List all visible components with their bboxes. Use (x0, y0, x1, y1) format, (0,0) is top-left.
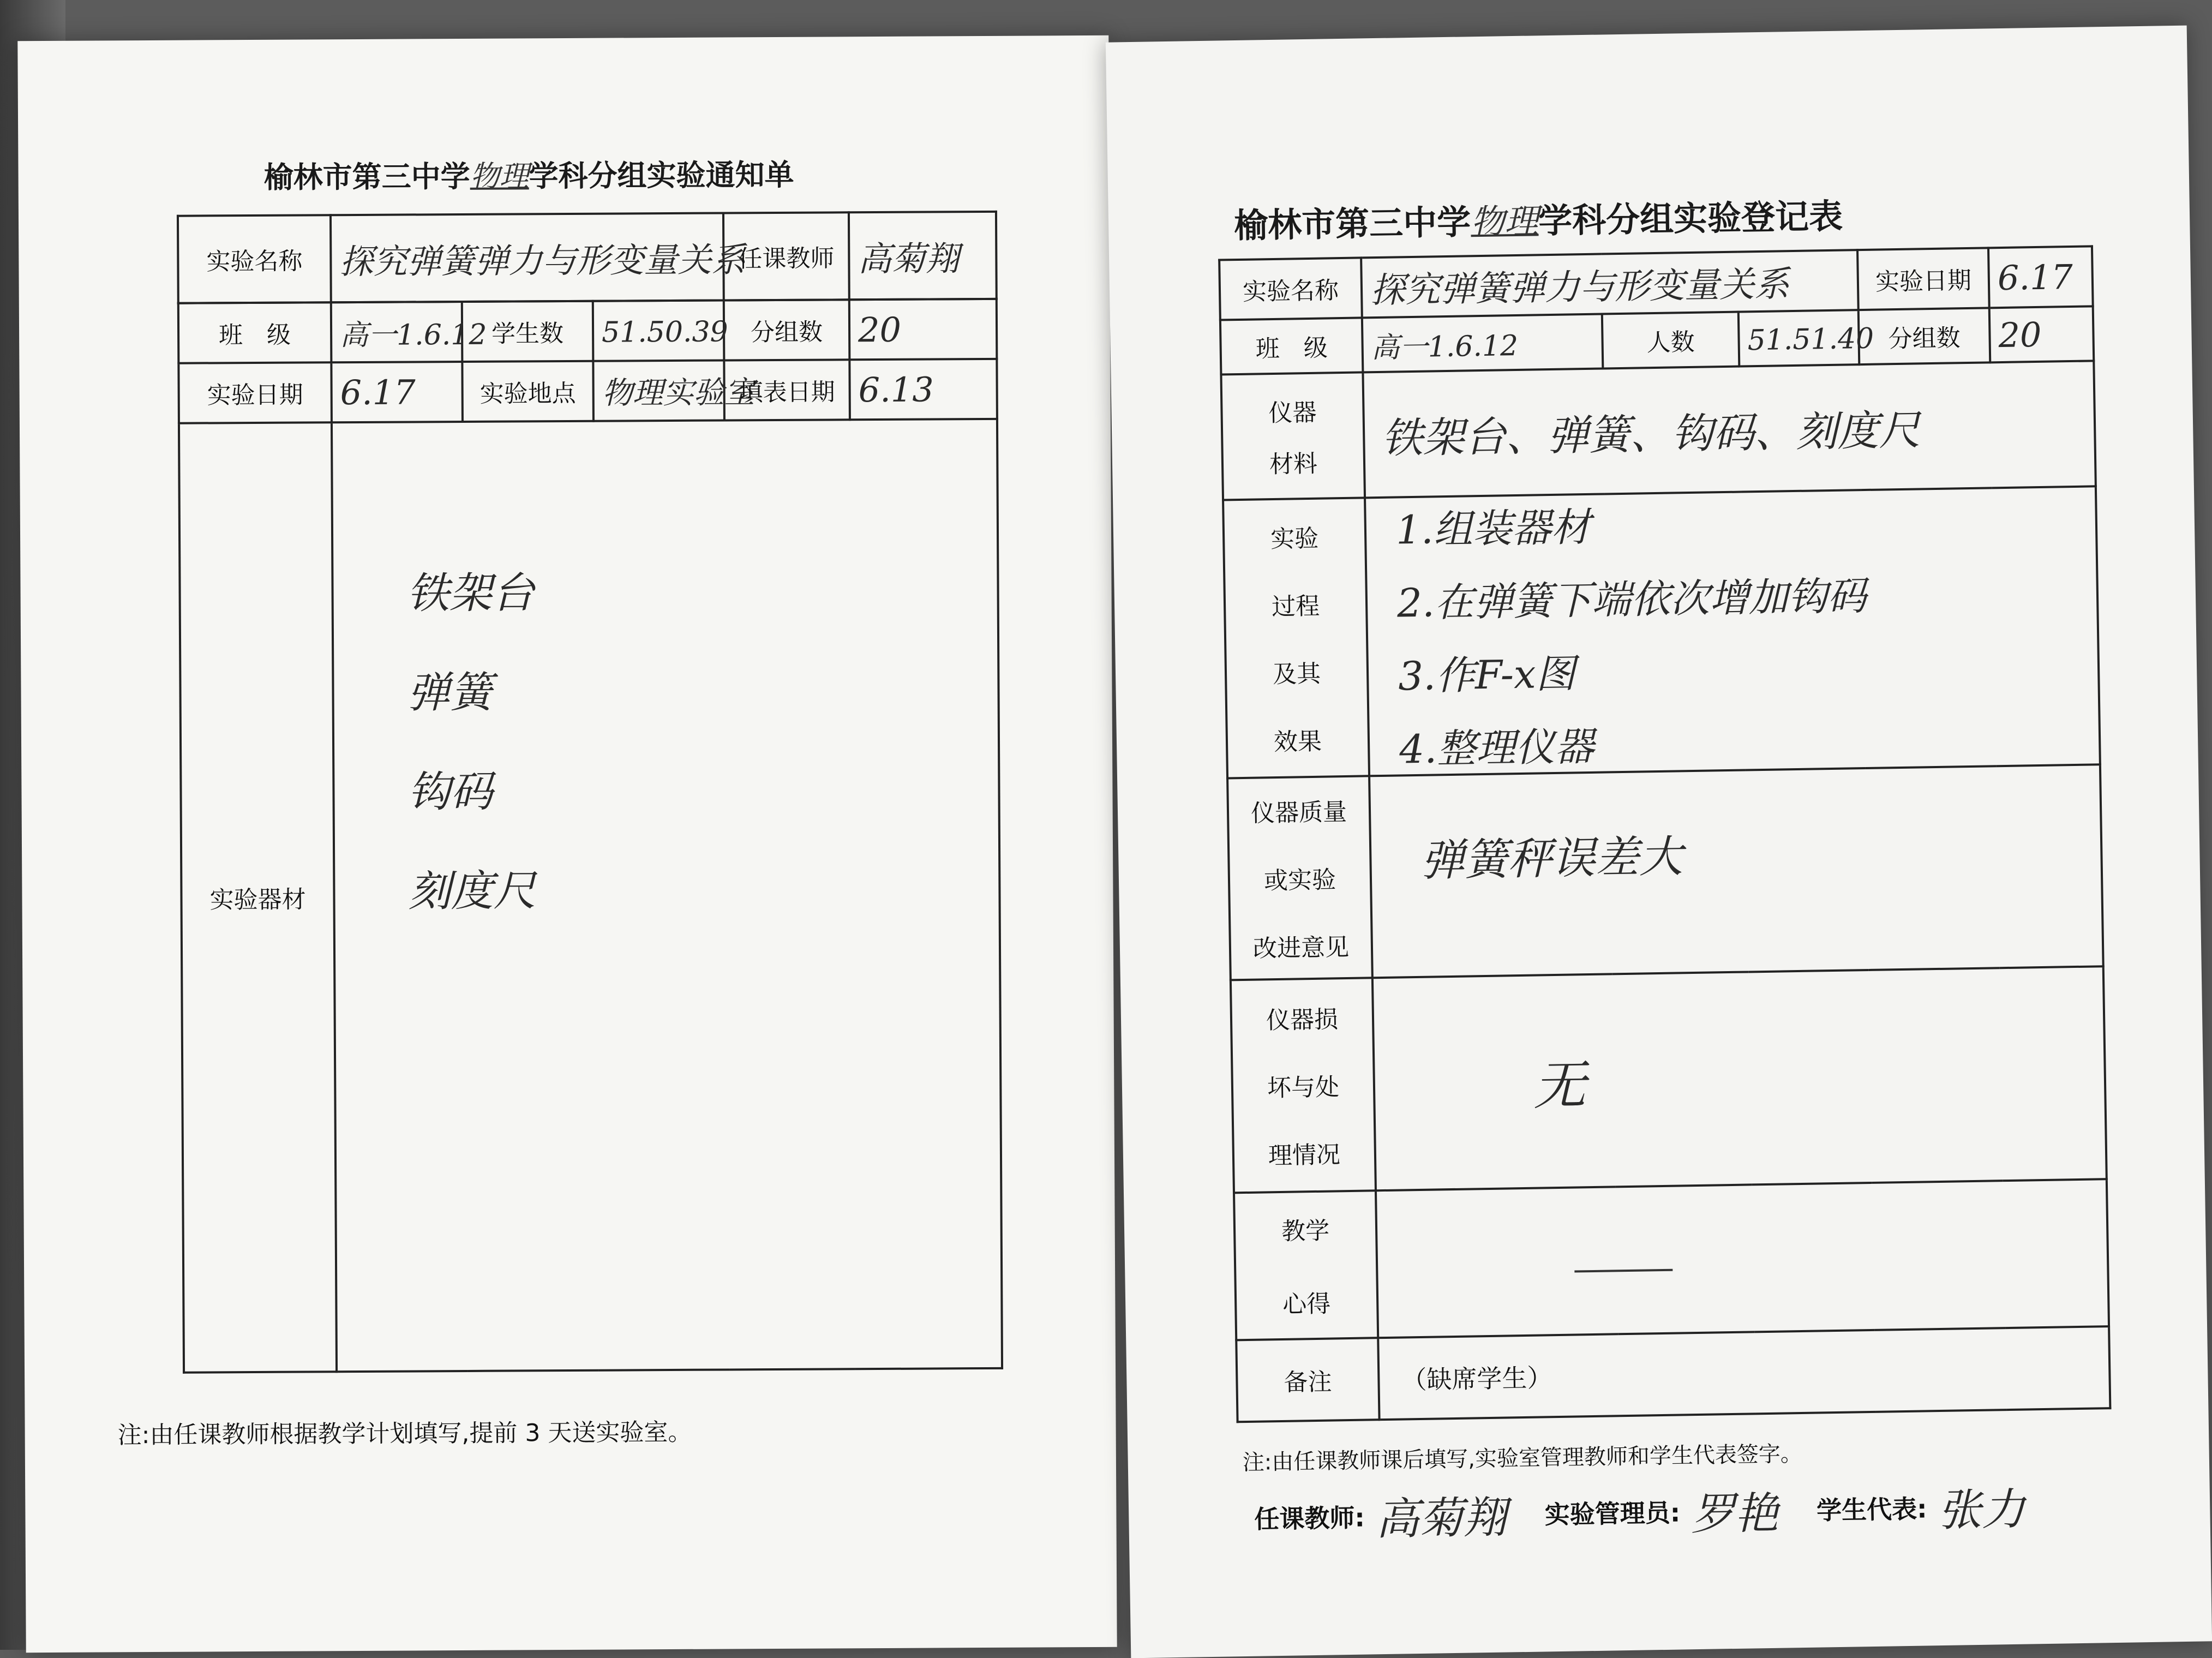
label-damage: 仪器损 坏与处 理情况 (1231, 978, 1376, 1193)
record-sheet (1106, 26, 2212, 1658)
process-step: 3.作F-x图 (1398, 650, 1576, 699)
value-student-count: 51.50.39 (593, 300, 724, 361)
signature-row (1254, 1474, 2053, 1549)
value-group-count: 20 (849, 299, 997, 360)
value-remarks: （缺席学生） (1378, 1326, 2110, 1420)
label-experiment-date: 实验日期 (178, 362, 332, 423)
value-location: 物理实验室 (593, 360, 724, 421)
value-class: 高一1.6.12 (331, 302, 463, 362)
notice-table (177, 211, 998, 304)
value-experiment-date: 6.17 (331, 362, 463, 422)
label-quality: 仪器质量 或实验 改进意见 (1227, 776, 1372, 980)
title-suffix: 学科分组实验登记表 (1538, 196, 1843, 241)
subject-fill: 物理 (1470, 201, 1539, 242)
process-step: 4.整理仪器 (1399, 723, 1594, 773)
record-table (1218, 245, 2111, 1423)
equipment-item: 弹簧 (407, 668, 493, 718)
label-experiment-name: 实验名称 (178, 215, 331, 303)
value-group-count: 20 (1989, 306, 2094, 362)
label-location: 实验地点 (462, 361, 594, 422)
notice-title (263, 152, 794, 196)
label-group-count: 分组数 (724, 300, 850, 360)
value-experiment-name: 探究弹簧弹力与形变量关系 (1361, 250, 1859, 318)
label-experiment-name: 实验名称 (1219, 258, 1362, 320)
label-reflection: 教学 心得 (1234, 1190, 1378, 1340)
reflection-dash (1574, 1269, 1673, 1273)
label-experiment-date: 实验日期 (1857, 248, 1989, 310)
title-suffix: 学科分组实验通知单 (529, 157, 794, 194)
label-process: 实验 过程 及其 效果 (1223, 498, 1369, 778)
value-reflection (1376, 1179, 2109, 1338)
label-equipment: 实验器材 (179, 422, 337, 1372)
value-teacher: 高菊翔 (849, 212, 997, 300)
value-experiment-name: 探究弹簧弹力与形变量关系 (331, 213, 724, 302)
label-materials: 仪器 材料 (1221, 372, 1365, 500)
record-title (1233, 189, 1843, 248)
label-student-count: 学生数 (462, 301, 594, 362)
manager-signature: 罗艳 (1691, 1487, 1779, 1540)
value-people: 51.51.40 (1739, 310, 1860, 366)
teacher-sign-label: 任课教师: (1254, 1503, 1365, 1534)
title-prefix: 榆林市第三中学 (1233, 202, 1471, 246)
notice-table-row2 (177, 298, 1003, 1374)
value-class: 高一1.6.12 (1362, 314, 1603, 373)
label-class: 班 级 (1220, 318, 1363, 374)
equipment-item: 刻度尺 (408, 866, 536, 917)
manager-sign-label: 实验管理员: (1544, 1498, 1681, 1529)
student-signature: 张力 (1937, 1483, 2026, 1536)
equipment-item: 铁架台 (406, 568, 535, 619)
value-damage: 无 (1372, 966, 2107, 1190)
notice-sheet (17, 35, 1117, 1653)
value-experiment-date: 6.17 (1988, 246, 2093, 308)
process-steps (1365, 486, 2100, 776)
value-fill-date: 6.13 (849, 359, 997, 420)
label-group-count: 分组数 (1859, 308, 1991, 364)
subject-fill: 物理 (470, 159, 529, 194)
label-remarks: 备注 (1236, 1338, 1379, 1422)
value-quality: 弹簧秤误差大 (1369, 764, 2103, 978)
notice-footnote: 注:由任课教师根据教学计划填写,提前 3 天送实验室。 (117, 1418, 692, 1450)
title-prefix: 榆林市第三中学 (263, 158, 470, 195)
process-step: 1.组装器材 (1395, 504, 1591, 553)
record-footnote: 注:由任课教师课后填写,实验室管理教师和学生代表签字。 (1242, 1441, 1803, 1476)
value-materials: 铁架台、弹簧、钩码、刻度尺 (1363, 361, 2095, 498)
label-people: 人数 (1602, 312, 1740, 369)
label-teacher: 任课教师 (723, 212, 849, 300)
process-step: 2.在弹簧下端依次增加钩码 (1396, 572, 1867, 626)
label-class: 班 级 (178, 302, 332, 363)
teacher-signature: 高菊翔 (1375, 1492, 1507, 1545)
label-fill-date: 填表日期 (724, 360, 850, 420)
equipment-list (332, 419, 1002, 1372)
equipment-item: 钩码 (407, 767, 493, 817)
student-sign-label: 学生代表: (1816, 1493, 1927, 1525)
